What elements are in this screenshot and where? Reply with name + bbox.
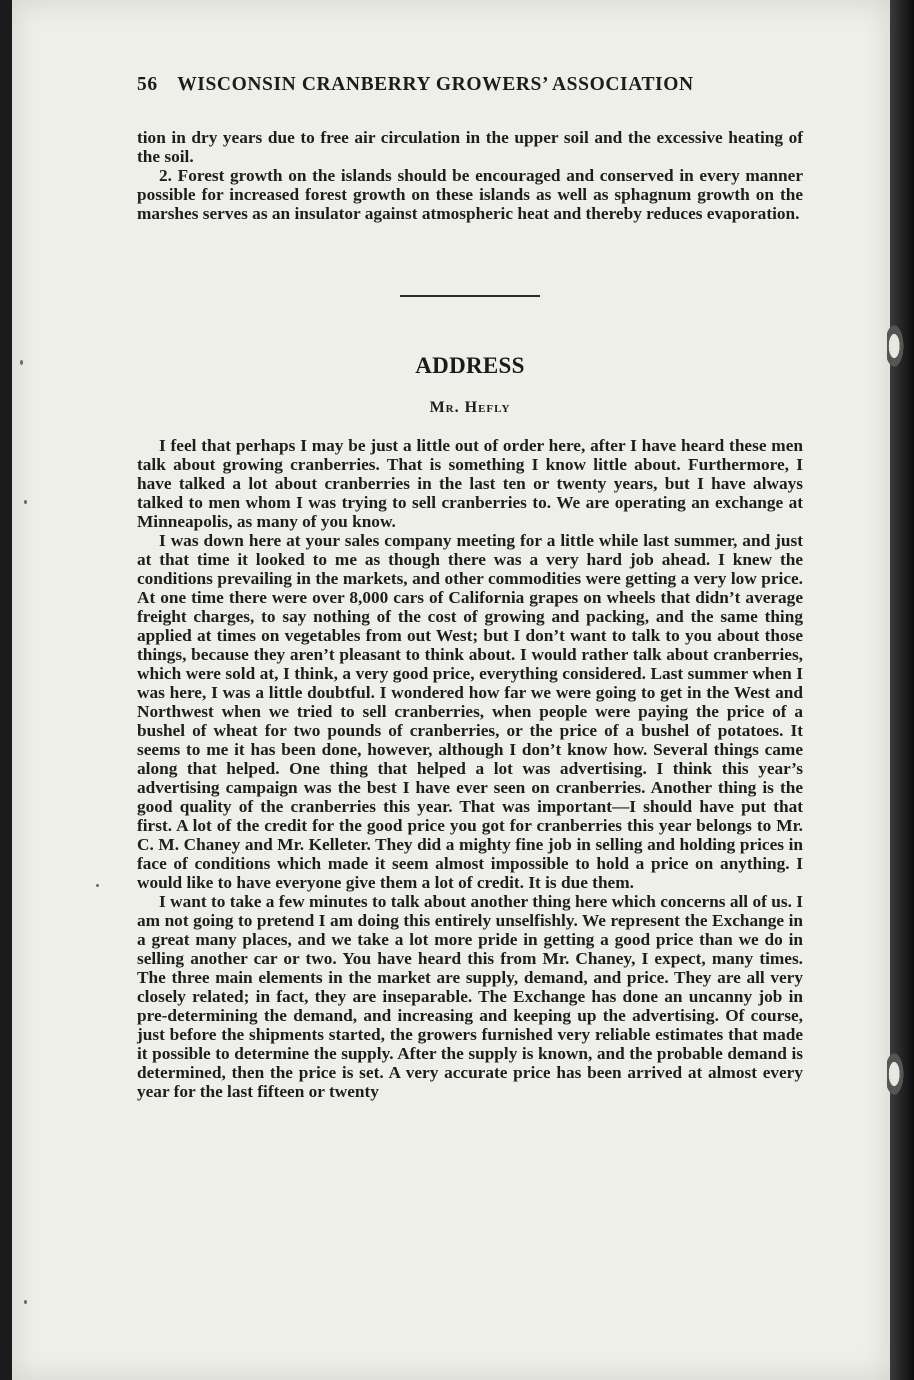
- running-title: WISCONSIN CRANBERRY GROWERS’ ASSOCIATION: [177, 74, 694, 95]
- paragraph: 2. Forest growth on the islands should be encouraged and conserved in every manner possible for increased forest growth on these islands as well as sphagnum growth on the marshes serves as an insulator against atmospheric heat and thereby reduces evaporation.: [137, 166, 803, 223]
- paragraph: I feel that perhaps I may be just a little out of order here, after I have heard these men talk about growing cranberries. That is something I know little about. Furthermore, I have talked a lot about cranberries in the last ten or twenty years, but I have always talked to men whom I was trying to sell cranberries to. We are operating an exchange at Minneapolis, as many of you know.: [137, 436, 803, 531]
- binding-clip: [887, 1050, 905, 1098]
- paragraph: I want to take a few minutes to talk about another thing here which concerns all of us. I am not going to pretend I am doing this entirely unselfishly. We represent the Exchange in a great many places, and we take a lot more pride in getting a good price than we do in selling another car or two. You have heard this from Mr. Chaney, I expect, many times. The three main elements in the market are supply, demand, and price. They are all very closely related; in fact, they are inseparable. The Exchange has done an uncanny job in pre-determining the demand, and increasing and keeping up the advertising. Of course, just before the shipments started, the growers furnished very reliable estimates that made it possible to determine the supply. After the supply is known, and the probable demand is determined, then the price is set. A very accurate price has been arrived at almost every year for the last fifteen or twenty: [137, 892, 803, 1101]
- page-number: 56: [137, 74, 158, 95]
- scan-speck: [24, 500, 27, 504]
- paragraph: I was down here at your sales company meeting for a little while last summer, and just at that time it looked to me as though there was a very hard job ahead. I knew the conditions prevailing in the markets, and other commodities were getting a very low price. At one time there were over 8,000 cars of California grapes on wheels that didn’t average freight charges, to say nothing of the cost of growing and packing, and the same thing applied at times on vegetables from out West; but I don’t want to talk to you about those things, because they aren’t pleasant to think about. I would rather talk about cranberries, which were sold at, I think, a very good price, everything considered. Last summer when I was here, I was a little doubtful. I wondered how far we were going to get in the West and Northwest when we tried to sell cranberries, when people were paying the price of a bushel of wheat for two pounds of cranberries, or the price of a bushel of potatoes. It seems to me it has been done, however, although I don’t know how. Several things came along that helped. One thing that helped a lot was advertising. I think this year’s advertising campaign was the best I have ever seen on cranberries. Another thing is the good quality of the cranberries this year. That was important—I should have put that first. A lot of the credit for the good price you got for cranberries this year belongs to Mr. C. M. Chaney and Mr. Kelleter. They did a mighty fine job in selling and holding prices in face of conditions which made it seem almost impossible to hold a price on anything. I would like to have everyone give them a lot of credit. It is due them.: [137, 531, 803, 892]
- paragraph: tion in dry years due to free air circulation in the upper soil and the excessive heating of the soil.: [137, 128, 803, 166]
- scan-speck: [96, 884, 99, 887]
- section-divider: [400, 295, 540, 297]
- scan-speck: [24, 1300, 27, 1304]
- scan-edge: [890, 0, 914, 1380]
- opening-text: [137, 128, 803, 223]
- running-header: [137, 74, 757, 96]
- section-author: Mr. Hefly: [429, 399, 511, 416]
- section-title: ADDRESS: [415, 353, 525, 378]
- address-body: [137, 436, 803, 1101]
